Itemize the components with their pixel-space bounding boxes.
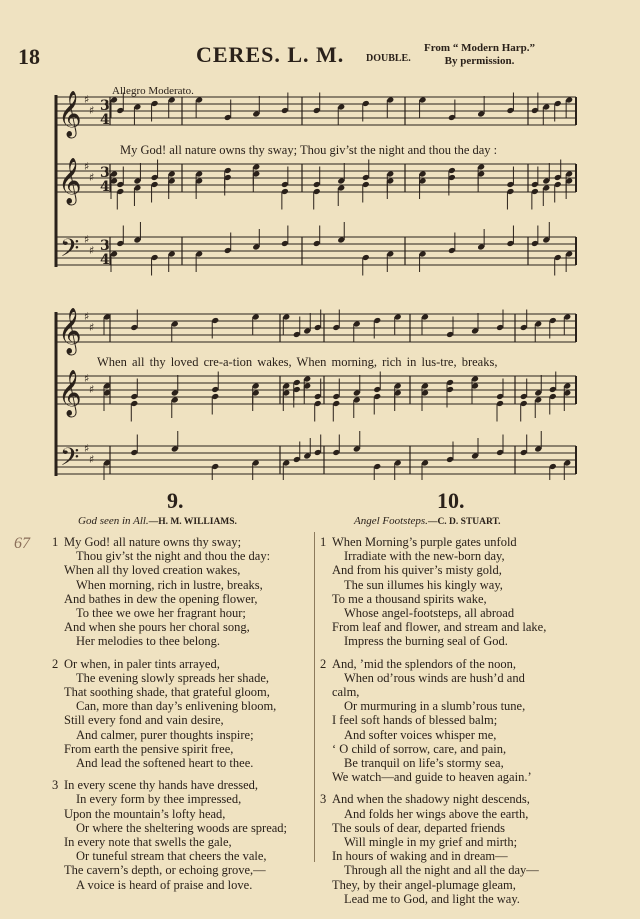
verse-line: And when the shadowy night descends, [332,792,530,807]
hymn-10-text [320,535,547,914]
verse-line: Her melodies to thee belong. [76,634,221,649]
verse-line: From leaf and flower, and stream and lake, [332,620,547,635]
source-credit-line1: From “ Modern Harp.” [424,42,536,54]
verse-line: From earth the pensive spirit free, [64,741,234,756]
treble-clef: 𝄞 [58,308,82,354]
bass-clef: 𝄢 [60,234,80,269]
stanza-number: 2 [52,656,59,671]
stanza [320,656,546,785]
verse-line: And folds her wings above the earth, [344,806,529,821]
time-signature: 4 [100,112,110,128]
hymn-10-title: Angel Footsteps. [354,515,428,527]
verse-line: And softer voices whisper me, [344,727,497,742]
key-signature: ♯ [84,93,90,106]
stanza-number: 2 [320,656,327,671]
verse-line: Whose angel-footsteps, all abroad [344,606,515,621]
verse-line: Will mingle in my grief and mirth; [344,835,518,850]
verse-line: When morning, rich in lustre, breaks, [76,577,263,592]
verse-line: In every scene thy hands have dressed, [64,778,259,793]
verse-line: ‘ O child of sorrow, care, and pain, [332,741,507,756]
key-signature: ♯ [89,321,95,334]
page-number: 18 [18,44,40,69]
key-signature: ♯ [84,160,90,173]
verse-line: Can, more than day’s enlivening bloom, [76,699,277,714]
hymn-9-number: 9. [167,488,184,513]
hymn-9-author: —H. M. WILLIAMS. [148,517,237,527]
hymn-10-caption [354,515,501,527]
verse-line: Through all the night and all the day— [344,863,539,878]
hymn-10-author: —C. D. STUART. [427,517,501,527]
margin-pencil-mark: 67 [14,535,30,552]
tempo-marking: Allegro Moderato. [112,85,194,97]
stanza [320,535,547,649]
hymn-9-text [52,535,288,900]
verse-line: Or when, in paler tints arrayed, [64,656,220,671]
stanza [52,778,288,892]
verse-line: A voice is heard of praise and love. [76,877,253,892]
source-credit-line2: By permission. [444,55,515,67]
verse-line: Or where the sheltering woods are spread; [76,820,288,835]
stanza-number: 3 [52,778,59,793]
verse-line: calm, [332,685,360,700]
verse-line: We watch—and guide to heaven again.’ [332,770,532,785]
verse-line: Thou giv’st the night and thou the day: [76,549,271,564]
meter-double: DOUBLE. [366,53,411,64]
verse-line: They, by their angel-plumage gleam, [332,877,516,892]
hymn-9-title: God seen in All. [78,515,149,527]
lyrics-system-2: When all thy loved cre-a-tion wakes, When morning, rich in lus-tre, breaks, [97,355,498,369]
verse-line: In every form by thee impressed, [76,792,242,807]
verse-line: Or tuneful stream that cheers the vale, [76,849,267,864]
verse-line: Still every fond and vain desire, [64,713,224,728]
verse-line: I feel soft hands of blessed balm; [332,713,498,728]
verse-line: And from his quiver’s misty gold, [332,563,502,578]
verse-line: The cavern’s depth, or echoing grove,— [64,863,266,878]
time-signature: 3 [100,238,110,254]
bass-clef: 𝄢 [60,443,80,478]
verse-line: In every note that swells the gale, [64,835,232,850]
verse-line: Or murmuring in a slumb’rous tune, [344,699,526,714]
stanza-number: 1 [320,535,327,549]
key-signature: ♯ [89,171,95,184]
stanza [52,656,287,771]
hymn-9-caption [78,515,237,527]
key-signature: ♯ [84,372,90,385]
column-divider [314,532,315,862]
verse-line: In hours of waking and in dream— [332,849,508,864]
treble-clef: 𝄞 [58,158,82,204]
verse-line: To thee we owe her fragrant hour; [76,606,246,621]
verse-line: The souls of dear, departed friends [332,820,506,835]
treble-clef: 𝄞 [58,370,82,416]
verse-line: Be tranquil on life’s stormy sea, [344,756,504,771]
verse-line: And calmer, purer thoughts inspire; [76,727,254,742]
verse-line: To me a thousand spirits wake, [332,591,487,606]
verse-line: Irradiate with the new-born day, [344,549,505,564]
key-signature: ♯ [84,442,90,455]
lyrics-system-1: My God! all nature owns thy sway; Thou giv’st the night and thou the day : [120,143,498,157]
treble-clef: 𝄞 [58,91,82,137]
verse-line: When all thy loved creation wakes, [64,563,241,578]
stanza [320,792,546,906]
verse-line: When Morning’s purple gates unfold [332,535,517,549]
time-signature: 3 [100,98,110,114]
time-signature: 4 [100,179,110,195]
verse-line: That soothing shade, that grateful gloom, [64,685,270,700]
stanza [52,535,287,649]
key-signature: ♯ [89,383,95,396]
verse-line: And lead the softened heart to thee. [76,756,254,771]
stanza-number: 1 [52,535,59,549]
hymn-10-number: 10. [437,488,465,513]
key-signature: ♯ [89,453,95,466]
key-signature: ♯ [84,233,90,246]
verse-line: Lead me to God, and light the way. [344,891,520,906]
stanza-number: 3 [320,792,327,807]
key-signature: ♯ [84,310,90,323]
time-signature: 3 [100,165,110,181]
verse-line: And when she pours her choral song, [64,620,250,635]
key-signature: ♯ [89,244,95,257]
time-signature: 4 [100,252,110,268]
tune-title: CERES. L. M. [196,42,345,67]
verse-line: And bathes in dew the opening flower, [64,591,258,606]
verse-line: Upon the mountain’s lofty head, [64,806,226,821]
verse-line: Impress the burning seal of God. [344,634,508,649]
key-signature: ♯ [89,104,95,117]
verse-line: The evening slowly spreads her shade, [76,670,269,685]
verse-line: The sun illumes his kingly way, [344,577,503,592]
verse-line: When od’rous winds are hush’d and [344,670,525,685]
verse-line: And, ’mid the splendors of the noon, [332,656,517,671]
verse-line: My God! all nature owns thy sway; [64,535,242,549]
